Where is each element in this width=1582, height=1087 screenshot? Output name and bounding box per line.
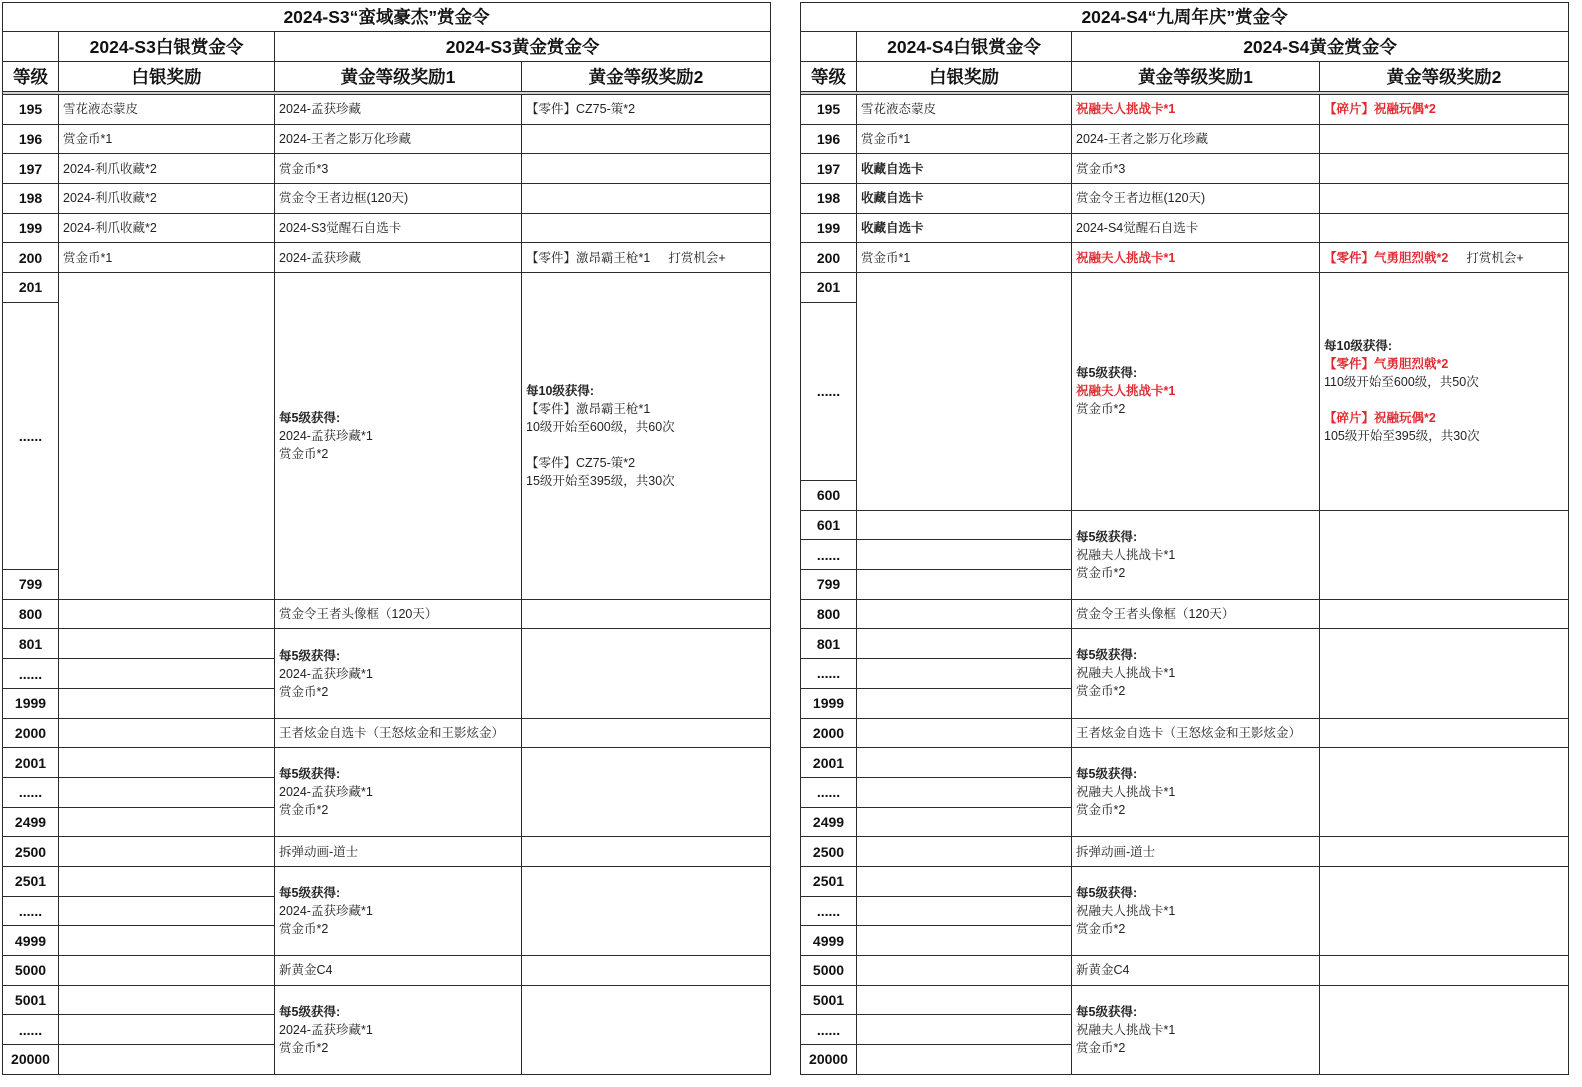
gold1-reward-cell: 2024-孟获珍藏 <box>275 243 522 273</box>
block-heading: 每5级获得: <box>1076 529 1138 544</box>
gold2-reward-cell <box>522 154 771 184</box>
level-ellipsis: ...... <box>801 777 857 807</box>
gold2-reward-cell <box>1320 985 1569 1074</box>
tip-chance-note: 打赏机会+ <box>668 250 726 265</box>
silver-reward-cell <box>857 510 1072 540</box>
block-line: 祝融夫人挑战卡*1 <box>1076 785 1176 800</box>
level-cell: 2000 <box>3 718 59 748</box>
block-line: 祝融夫人挑战卡*1 <box>1076 1022 1176 1037</box>
tip-chance-note: 打赏机会+ <box>1466 250 1524 265</box>
silver-reward-cell <box>59 659 275 689</box>
level-cell: 2001 <box>3 748 59 778</box>
gold2-reward-cell <box>1320 599 1569 629</box>
gold2-reward-block <box>1320 273 1569 511</box>
gold1-reward-cell: 赏金令王者头像框（120天） <box>275 599 522 629</box>
gold1-reward-block <box>1072 629 1320 718</box>
gold1-reward-cell: 新黄金C4 <box>1072 956 1320 986</box>
block-line: 2024-孟获珍藏*1 <box>279 666 373 681</box>
gold2-reward-cell <box>1320 243 1569 273</box>
level-cell: 5001 <box>3 985 59 1015</box>
silver-reward-cell <box>857 896 1072 926</box>
s4-title: 2024-S4“九周年庆”赏金令 <box>801 3 1569 32</box>
block-heading: 每5级获得: <box>279 1004 341 1019</box>
block-line: 【零件】CZ75-策*2 <box>526 455 636 470</box>
reward-block <box>1076 528 1315 582</box>
level-cell: 2000 <box>801 718 857 748</box>
level-cell: 800 <box>801 599 857 629</box>
gold2-reward-header: 黄金等级奖励2 <box>522 62 771 92</box>
silver-reward-cell <box>59 896 275 926</box>
gold1-reward-block <box>275 748 522 837</box>
level-ellipsis: ...... <box>801 302 857 480</box>
block-heading: 每5级获得: <box>279 767 341 782</box>
gold1-reward-block <box>275 629 522 718</box>
level-cell: 199 <box>801 213 857 243</box>
level-cell: 801 <box>3 629 59 659</box>
gold1-reward-header: 黄金等级奖励1 <box>1072 62 1320 92</box>
silver-reward-cell: 收藏自选卡 <box>857 184 1072 214</box>
gold2-reward-text: 【零件】气勇胆烈戟*2 <box>1324 250 1449 265</box>
reward-block <box>279 765 517 819</box>
block-line: 105级开始至395级，共30次 <box>1324 429 1480 444</box>
level-cell: 4999 <box>3 926 59 956</box>
block-line: 2024-孟获珍藏*1 <box>279 904 373 919</box>
gold1-reward-cell: 2024-王者之影万化珍藏 <box>275 124 522 154</box>
gold2-reward-cell <box>1320 718 1569 748</box>
silver-reward-cell <box>59 807 275 837</box>
level-cell: 1999 <box>801 688 857 718</box>
gold2-reward-cell <box>1320 956 1569 986</box>
silver-reward-cell: 2024-利爪收藏*2 <box>59 154 275 184</box>
corner-cell <box>801 32 857 62</box>
block-line: 赏金币*2 <box>1076 402 1126 417</box>
silver-reward-cell <box>59 748 275 778</box>
gold2-reward-cell: 【碎片】祝融玩偶*2 <box>1320 95 1569 125</box>
level-cell: 199 <box>3 213 59 243</box>
silver-reward-cell <box>59 866 275 896</box>
block-heading: 每5级获得: <box>1076 1004 1138 1019</box>
block-heading: 每5级获得: <box>1076 885 1138 900</box>
level-cell: 600 <box>801 481 857 511</box>
level-ellipsis: ...... <box>801 1015 857 1045</box>
level-cell: 198 <box>801 184 857 214</box>
gold2-reward-cell <box>1320 213 1569 243</box>
silver-reward-cell <box>59 273 275 600</box>
block-line: 赏金币*2 <box>279 446 329 461</box>
gold2-reward-cell <box>522 866 771 955</box>
block-heading: 每5级获得: <box>1076 648 1138 663</box>
level-cell: 200 <box>801 243 857 273</box>
gold2-reward-header: 黄金等级奖励2 <box>1320 62 1569 92</box>
gold2-reward-text: 【零件】激昂霸王枪*1 <box>526 250 651 265</box>
gold2-reward-cell <box>522 837 771 867</box>
block-heading: 每5级获得: <box>1076 767 1138 782</box>
reward-block <box>279 647 517 701</box>
gold2-reward-cell <box>1320 866 1569 955</box>
silver-reward-cell: 收藏自选卡 <box>857 213 1072 243</box>
silver-pass-label: 2024-S4白银赏金令 <box>857 32 1072 62</box>
level-cell: 800 <box>3 599 59 629</box>
silver-reward-cell <box>59 718 275 748</box>
gold2-reward-cell <box>1320 124 1569 154</box>
gold1-reward-cell: 2024-S3觉醒石自选卡 <box>275 213 522 243</box>
gold2-reward-cell <box>1320 748 1569 837</box>
gold1-reward-block <box>1072 273 1320 511</box>
gold2-reward-cell <box>522 243 771 273</box>
silver-reward-cell <box>857 540 1072 570</box>
block-line: 2024-孟获珍藏*1 <box>279 428 373 443</box>
silver-reward-cell: 赏金币*1 <box>59 243 275 273</box>
silver-reward-header: 白银奖励 <box>59 62 275 92</box>
silver-reward-cell <box>59 1045 275 1075</box>
gold2-reward-cell <box>1320 510 1569 599</box>
gold1-reward-cell: 赏金币*3 <box>275 154 522 184</box>
silver-reward-cell: 雪花液态蒙皮 <box>59 95 275 125</box>
block-line: 赏金币*2 <box>279 803 329 818</box>
block-line: 赏金币*2 <box>279 1040 329 1055</box>
block-line: 祝融夫人挑战卡*1 <box>1076 384 1176 399</box>
level-cell: 197 <box>801 154 857 184</box>
level-cell: 5000 <box>801 956 857 986</box>
level-cell: 201 <box>3 273 59 303</box>
level-ellipsis: ...... <box>3 777 59 807</box>
gold2-reward-cell: 【零件】CZ75-策*2 <box>522 95 771 125</box>
silver-reward-cell <box>59 599 275 629</box>
silver-reward-cell <box>857 1045 1072 1075</box>
silver-reward-cell <box>857 718 1072 748</box>
s3-pass-table <box>2 2 771 1075</box>
gold1-reward-cell: 祝融夫人挑战卡*1 <box>1072 243 1320 273</box>
block-line: 2024-孟获珍藏*1 <box>279 1022 373 1037</box>
silver-reward-cell <box>857 866 1072 896</box>
reward-block <box>1076 646 1315 700</box>
silver-reward-cell <box>59 956 275 986</box>
gold2-reward-cell <box>522 985 771 1074</box>
block-line: 【碎片】祝融玩偶*2 <box>1324 411 1436 426</box>
level-header: 等级 <box>801 62 857 92</box>
silver-reward-cell <box>59 926 275 956</box>
gold1-reward-cell: 2024-孟获珍藏 <box>275 95 522 125</box>
block-line: 赏金币*2 <box>1076 803 1126 818</box>
silver-reward-cell <box>59 777 275 807</box>
gold2-reward-block <box>522 273 771 600</box>
level-cell: 2501 <box>3 866 59 896</box>
gold2-reward-cell <box>522 956 771 986</box>
block-heading: 每5级获得: <box>1076 366 1138 381</box>
block-line: 赏金币*2 <box>1076 684 1126 699</box>
gold2-reward-cell <box>522 718 771 748</box>
gold2-reward-cell <box>1320 154 1569 184</box>
level-cell: 195 <box>3 95 59 125</box>
silver-reward-cell <box>857 748 1072 778</box>
gold1-reward-block <box>1072 985 1320 1074</box>
level-cell: 1999 <box>3 688 59 718</box>
gold1-reward-cell: 2024-S4觉醒石自选卡 <box>1072 213 1320 243</box>
silver-reward-cell <box>857 1015 1072 1045</box>
gold2-reward-cell <box>522 213 771 243</box>
silver-reward-cell <box>59 837 275 867</box>
reward-block <box>1076 884 1315 938</box>
silver-reward-cell: 赏金币*1 <box>857 124 1072 154</box>
block-line: 祝融夫人挑战卡*1 <box>1076 547 1176 562</box>
gold1-reward-block <box>1072 510 1320 599</box>
level-cell: 20000 <box>3 1045 59 1075</box>
silver-reward-cell <box>857 599 1072 629</box>
gold1-reward-block <box>1072 866 1320 955</box>
gold2-reward-cell <box>522 184 771 214</box>
gold2-reward-cell <box>522 748 771 837</box>
gold-pass-label: 2024-S3黄金赏金令 <box>275 32 771 62</box>
silver-reward-cell <box>857 837 1072 867</box>
level-cell: 601 <box>801 510 857 540</box>
level-cell: 2501 <box>801 866 857 896</box>
block-line: 赏金币*2 <box>1076 565 1126 580</box>
silver-reward-cell <box>857 629 1072 659</box>
silver-reward-cell <box>857 777 1072 807</box>
level-cell: 2500 <box>801 837 857 867</box>
silver-reward-cell: 赏金币*1 <box>59 124 275 154</box>
reward-block <box>526 382 766 490</box>
gold1-reward-cell: 拆弹动画-道士 <box>275 837 522 867</box>
gold1-reward-cell: 祝融夫人挑战卡*1 <box>1072 95 1320 125</box>
gold2-reward-cell <box>1320 837 1569 867</box>
silver-reward-header: 白银奖励 <box>857 62 1072 92</box>
gold1-reward-cell: 赏金币*3 <box>1072 154 1320 184</box>
block-heading: 每5级获得: <box>279 648 341 663</box>
silver-reward-cell <box>857 273 1072 511</box>
block-line: 【零件】激昂霸王枪*1 <box>526 401 651 416</box>
block-line: 赏金币*2 <box>1076 921 1126 936</box>
block-spacer <box>1324 391 1564 409</box>
block-line: 【零件】气勇胆烈戟*2 <box>1324 357 1449 372</box>
gold2-reward-cell <box>1320 184 1569 214</box>
reward-block <box>1324 337 1564 445</box>
silver-reward-cell <box>59 1015 275 1045</box>
gold1-reward-cell: 拆弹动画-道士 <box>1072 837 1320 867</box>
silver-reward-cell: 雪花液态蒙皮 <box>857 95 1072 125</box>
block-line: 110级开始至600级，共50次 <box>1324 375 1479 390</box>
level-cell: 799 <box>3 570 59 600</box>
level-cell: 2499 <box>801 807 857 837</box>
block-line: 祝融夫人挑战卡*1 <box>1076 666 1176 681</box>
gold1-reward-block <box>275 273 522 600</box>
level-ellipsis: ...... <box>3 1015 59 1045</box>
block-heading: 每5级获得: <box>279 410 341 425</box>
block-line: 祝融夫人挑战卡*1 <box>1076 903 1176 918</box>
silver-reward-cell <box>857 926 1072 956</box>
level-cell: 801 <box>801 629 857 659</box>
silver-reward-cell: 赏金币*1 <box>857 243 1072 273</box>
level-ellipsis: ...... <box>801 540 857 570</box>
block-line: 15级开始至395级，共30次 <box>526 473 675 488</box>
gold2-reward-cell <box>522 124 771 154</box>
gold1-reward-block <box>275 866 522 955</box>
block-line: 赏金币*2 <box>279 684 329 699</box>
gold-pass-label: 2024-S4黄金赏金令 <box>1072 32 1569 62</box>
reward-block <box>279 884 517 938</box>
level-cell: 5000 <box>3 956 59 986</box>
gold1-reward-cell: 赏金令王者边框(120天) <box>1072 184 1320 214</box>
block-heading: 每5级获得: <box>279 886 341 901</box>
block-line: 赏金币*2 <box>279 922 329 937</box>
silver-reward-cell <box>857 688 1072 718</box>
silver-reward-cell <box>857 807 1072 837</box>
corner-cell <box>3 32 59 62</box>
level-cell: 2499 <box>3 807 59 837</box>
gold1-reward-cell: 赏金令王者头像框（120天） <box>1072 599 1320 629</box>
silver-reward-cell <box>857 956 1072 986</box>
level-cell: 4999 <box>801 926 857 956</box>
reward-block <box>279 409 517 463</box>
level-cell: 2001 <box>801 748 857 778</box>
level-ellipsis: ...... <box>801 659 857 689</box>
level-ellipsis: ...... <box>801 896 857 926</box>
level-ellipsis: ...... <box>3 896 59 926</box>
silver-reward-cell: 2024-利爪收藏*2 <box>59 213 275 243</box>
reward-block <box>1076 364 1315 418</box>
reward-block <box>279 1003 517 1057</box>
silver-reward-cell <box>59 985 275 1015</box>
level-cell: 196 <box>801 124 857 154</box>
level-cell: 2500 <box>3 837 59 867</box>
gold2-reward-cell <box>1320 629 1569 718</box>
reward-block <box>1076 1003 1315 1057</box>
level-header: 等级 <box>3 62 59 92</box>
gold1-reward-cell: 2024-王者之影万化珍藏 <box>1072 124 1320 154</box>
block-line: 10级开始至600级，共60次 <box>526 419 675 434</box>
silver-reward-cell <box>59 688 275 718</box>
level-cell: 200 <box>3 243 59 273</box>
s4-pass-table <box>800 2 1569 1075</box>
level-ellipsis: ...... <box>3 302 59 569</box>
gold1-reward-cell: 王者炫金自选卡（王怒炫金和王影炫金） <box>275 718 522 748</box>
level-cell: 196 <box>3 124 59 154</box>
gold1-reward-header: 黄金等级奖励1 <box>275 62 522 92</box>
reward-block <box>1076 765 1315 819</box>
level-cell: 201 <box>801 273 857 303</box>
silver-reward-cell <box>857 985 1072 1015</box>
block-line: 2024-孟获珍藏*1 <box>279 785 373 800</box>
level-cell: 20000 <box>801 1045 857 1075</box>
gold2-reward-cell <box>522 629 771 718</box>
block-spacer <box>526 436 766 454</box>
level-cell: 195 <box>801 95 857 125</box>
silver-reward-cell <box>857 659 1072 689</box>
gold1-reward-cell: 新黄金C4 <box>275 956 522 986</box>
block-heading: 每10级获得: <box>526 383 595 398</box>
gold1-reward-block <box>1072 748 1320 837</box>
silver-reward-cell: 收藏自选卡 <box>857 154 1072 184</box>
block-heading: 每10级获得: <box>1324 339 1393 354</box>
silver-reward-cell <box>857 570 1072 600</box>
silver-pass-label: 2024-S3白银赏金令 <box>59 32 275 62</box>
level-cell: 198 <box>3 184 59 214</box>
silver-reward-cell <box>59 629 275 659</box>
level-cell: 5001 <box>801 985 857 1015</box>
level-cell: 799 <box>801 570 857 600</box>
level-ellipsis: ...... <box>3 659 59 689</box>
gold1-reward-cell: 赏金令王者边框(120天) <box>275 184 522 214</box>
gold1-reward-cell: 王者炫金自选卡（王怒炫金和王影炫金） <box>1072 718 1320 748</box>
gold2-reward-cell <box>522 599 771 629</box>
block-line: 赏金币*2 <box>1076 1040 1126 1055</box>
silver-reward-cell: 2024-利爪收藏*2 <box>59 184 275 214</box>
gold1-reward-block <box>275 985 522 1074</box>
s3-title: 2024-S3“蛮域豪杰”赏金令 <box>3 3 771 32</box>
level-cell: 197 <box>3 154 59 184</box>
